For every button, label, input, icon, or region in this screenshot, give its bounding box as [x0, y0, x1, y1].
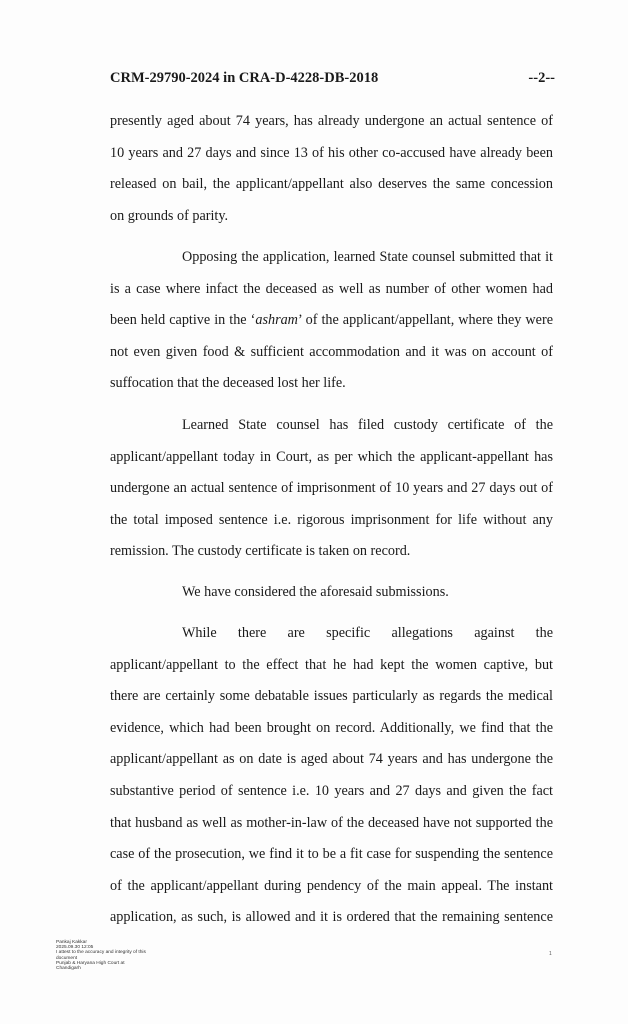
text-fragment: been held captive in the — [110, 312, 251, 329]
page-header — [110, 70, 555, 92]
text-line: that husband as well as mother-in-law of the deceased have not supported the — [110, 814, 553, 831]
attest-line: document — [56, 955, 78, 961]
text-line: Opposing the application, learned State counsel submitted that it — [182, 249, 553, 265]
paragraph-1 — [110, 106, 553, 232]
text-line: presently aged about 74 years, has already undergone an actual sentence of — [110, 113, 553, 129]
paragraph-3 — [110, 410, 553, 568]
text-line: there are certainly some debatable issues particularly as regards the medical — [110, 688, 553, 705]
text-line: released on bail, the applicant/appellant also deserves the same concession — [110, 176, 553, 193]
text-line: We have considered the aforesaid submissions. — [182, 584, 449, 600]
text-line: of the applicant/appellant during pendency of the main appeal. The instant — [110, 877, 553, 894]
paragraph-4 — [110, 577, 553, 609]
text-line: application, as such, is allowed and it is ordered that the remaining sentence — [110, 909, 553, 926]
text-line: on grounds of parity. — [110, 207, 229, 224]
text-line: 10 years and 27 days and since 13 of his other co-accused have already been — [110, 144, 553, 161]
court-city: Chandigarh — [56, 966, 81, 972]
text-line — [110, 305, 553, 337]
text-line: is a case where infact the deceased as well as number of other women had — [110, 280, 553, 297]
ashram-term: ashram — [255, 312, 298, 329]
attest-line: I attest to the accuracy and integrity of this — [56, 950, 146, 956]
page-number: --2-- — [528, 70, 555, 86]
text-line: evidence, which had been brought on record. Additionally, we find that the — [110, 719, 553, 736]
open-quote: ‘ — [250, 312, 256, 329]
paragraph-5 — [110, 618, 553, 934]
text-line: While there are specific allegations against the — [182, 625, 553, 641]
signature-datetime: 2025.09.30 12:05 — [56, 945, 94, 951]
text-line: applicant/appellant as on date is aged about 74 years and has undergone the — [110, 751, 553, 768]
text-line: case of the prosecution, we find it to be a fit case for suspending the sentence — [110, 846, 553, 863]
text-line: applicant/appellant to the effect that he had kept the women captive, but — [110, 656, 553, 673]
signer-name: Pankaj Kakkar — [56, 940, 87, 945]
text-line: the total imposed sentence i.e. rigorous imprisonment for life without any — [110, 511, 553, 528]
text-line: not even given food & sufficient accommodation and it was on account of — [110, 343, 553, 360]
text-line: Learned State counsel has filed custody certificate of the — [182, 417, 553, 433]
court-name: Punjab & Haryana High Court at — [56, 960, 125, 966]
text-line: remission. The custody certificate is taken on record. — [110, 543, 411, 560]
text-line: suffocation that the deceased lost her life. — [110, 375, 346, 392]
text-line: applicant/appellant today in Court, as per which the applicant-appellant has — [110, 448, 553, 465]
digital-signature-block — [56, 940, 146, 971]
footer-mark: 1 — [549, 951, 552, 957]
text-line: undergone an actual sentence of imprisonment of 10 years and 27 days out of — [110, 480, 553, 497]
text-line: substantive period of sentence i.e. 10 years and 27 days and given the fact — [110, 782, 553, 799]
case-number: CRM-29790-2024 in CRA-D-4228-DB-2018 — [110, 70, 379, 86]
text-fragment: ’ of the applicant/appellant, where they were — [297, 312, 553, 329]
paragraph-2 — [110, 242, 553, 400]
